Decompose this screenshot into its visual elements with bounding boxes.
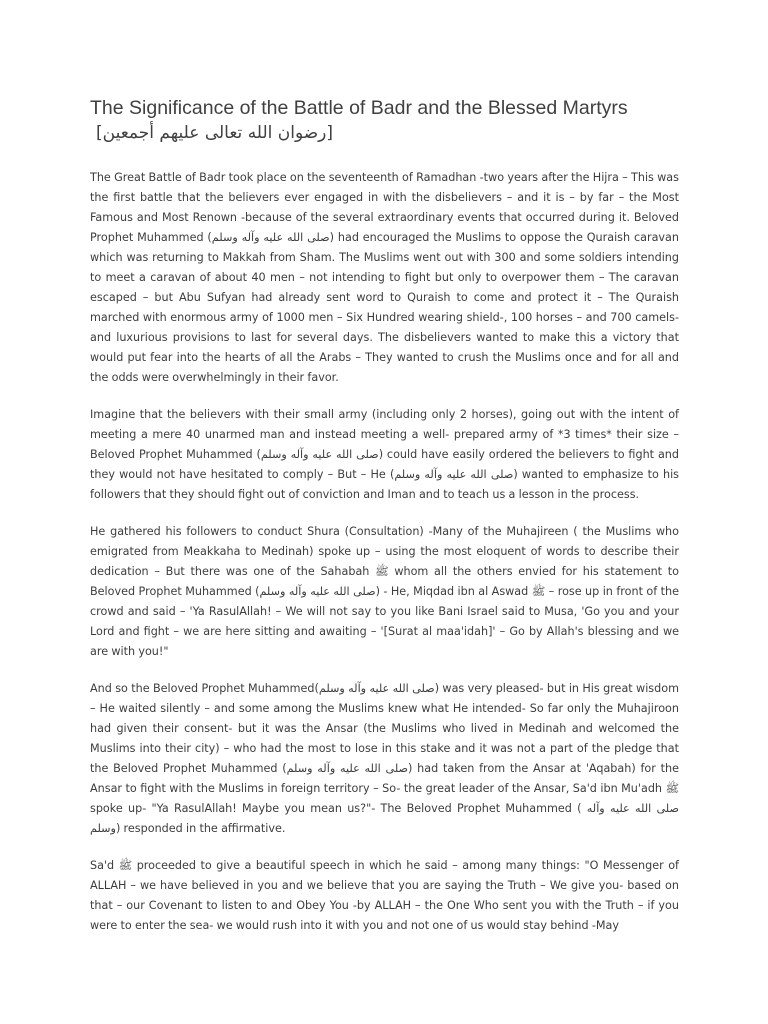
- paragraph-3: He gathered his followers to conduct Shura (Consultation) -Many of the Muhajireen ( the Muslims who emigrated from Meakkaha to Medinah) spoke up – using the most eloquent of words to describe their dedication – But there was one of the Sahabah ﷺ whom all the others envied for his statement to Beloved Prophet Muhammed (صلى الله عليه وآله وسلم) - He, Miqdad ibn al Aswad ﷺ – rose up in front of the crowd and said – 'Ya RasulAllah! – We will not say to you like Bani Israel said to Musa, 'Go you and your Lord and fight – we are here sitting and awaiting – '[Surat al maa'idah]' – Go by Allah's blessing and we are with you!": [90, 525, 680, 658]
- paragraph-2: Imagine that the believers with their small army (including only 2 horses), going out with the intent of meeting a mere 40 unarmed man and instead meeting a well- prepared army of *3 times* their size – Beloved Prophet Muhammed (صلى الله عليه وآله وسلم) could have easily ordered the believers to fight and they would not have hesitated to comply – But – He (صلى الله عليه وآله وسلم) wanted to emphasize to his followers that they should fight out of conviction and Iman and to teach us a lesson in the process.: [90, 408, 680, 501]
- paragraph-5: Sa'd ﷺ proceeded to give a beautiful speech in which he said – among many things: "O Messenger of ALLAH – we have believed in you and we believe that you are saying the Truth – We give you- based on that – our Covenant to listen to and Obey You -by ALLAH – the One Who sent you with the Truth – if you were to enter the sea- we would rush into it with you and not one of us would stay behind -May: [90, 859, 679, 932]
- document-body: [90, 168, 679, 936]
- document-subtitle-arabic: [رضوان الله تعالى عليهم أجمعين]: [96, 123, 334, 143]
- document-title: The Significance of the Battle of Badr and the Blessed Martyrs: [90, 97, 628, 119]
- paragraph-4: And so the Beloved Prophet Muhammed(صلى الله عليه وآله وسلم) was very pleased- but in His great wisdom – He waited silently – and some among the Muslims knew what He intended- So far only the Muhajiroon had given their consent- but it was the Ansar (the Muslims who lived in Medinah and welcomed the Muslims into their city) – who had the most to lose in this stake and it was not a part of the pledge that the Beloved Prophet Muhammed (صلى الله عليه وآله وسلم) had taken from the Ansar at 'Aqabah) for the Ansar to fight with the Muslims in foreign territory – So- the great leader of the Ansar, Sa'd ibn Mu'adh ﷺ spoke up- "Ya RasulAllah! Maybe you mean us?"- The Beloved Prophet Muhammed ( صلى الله عليه وآله وسلم) responded in the affirmative.: [90, 682, 680, 835]
- paragraph-1: The Great Battle of Badr took place on the seventeenth of Ramadhan -two years after the Hijra – This was the first battle that the believers ever engaged in with the disbelievers – and it is – by far – the Most Famous and Most Renown -because of the several extraordinary events that occurred during it. Beloved Prophet Muhammed (صلى الله عليه وآله وسلم) had encouraged the Muslims to oppose the Quraish caravan which was returning to Makkah from Sham. The Muslims went out with 300 and some soldiers intending to meet a caravan of about 40 men – not intending to fight but only to overpower them – The caravan escaped – but Abu Sufyan had already sent word to Quraish to come and protect it – The Quraish marched with enormous army of 1000 men – Six Hundred wearing shield-, 100 horses – and 700 camels- and luxurious provisions to last for several days. The disbelievers wanted to make this a victory that would put fear into the hearts of all the Arabs – They wanted to crush the Muslims once and for all and the odds were overwhelmingly in their favor.: [90, 171, 679, 384]
